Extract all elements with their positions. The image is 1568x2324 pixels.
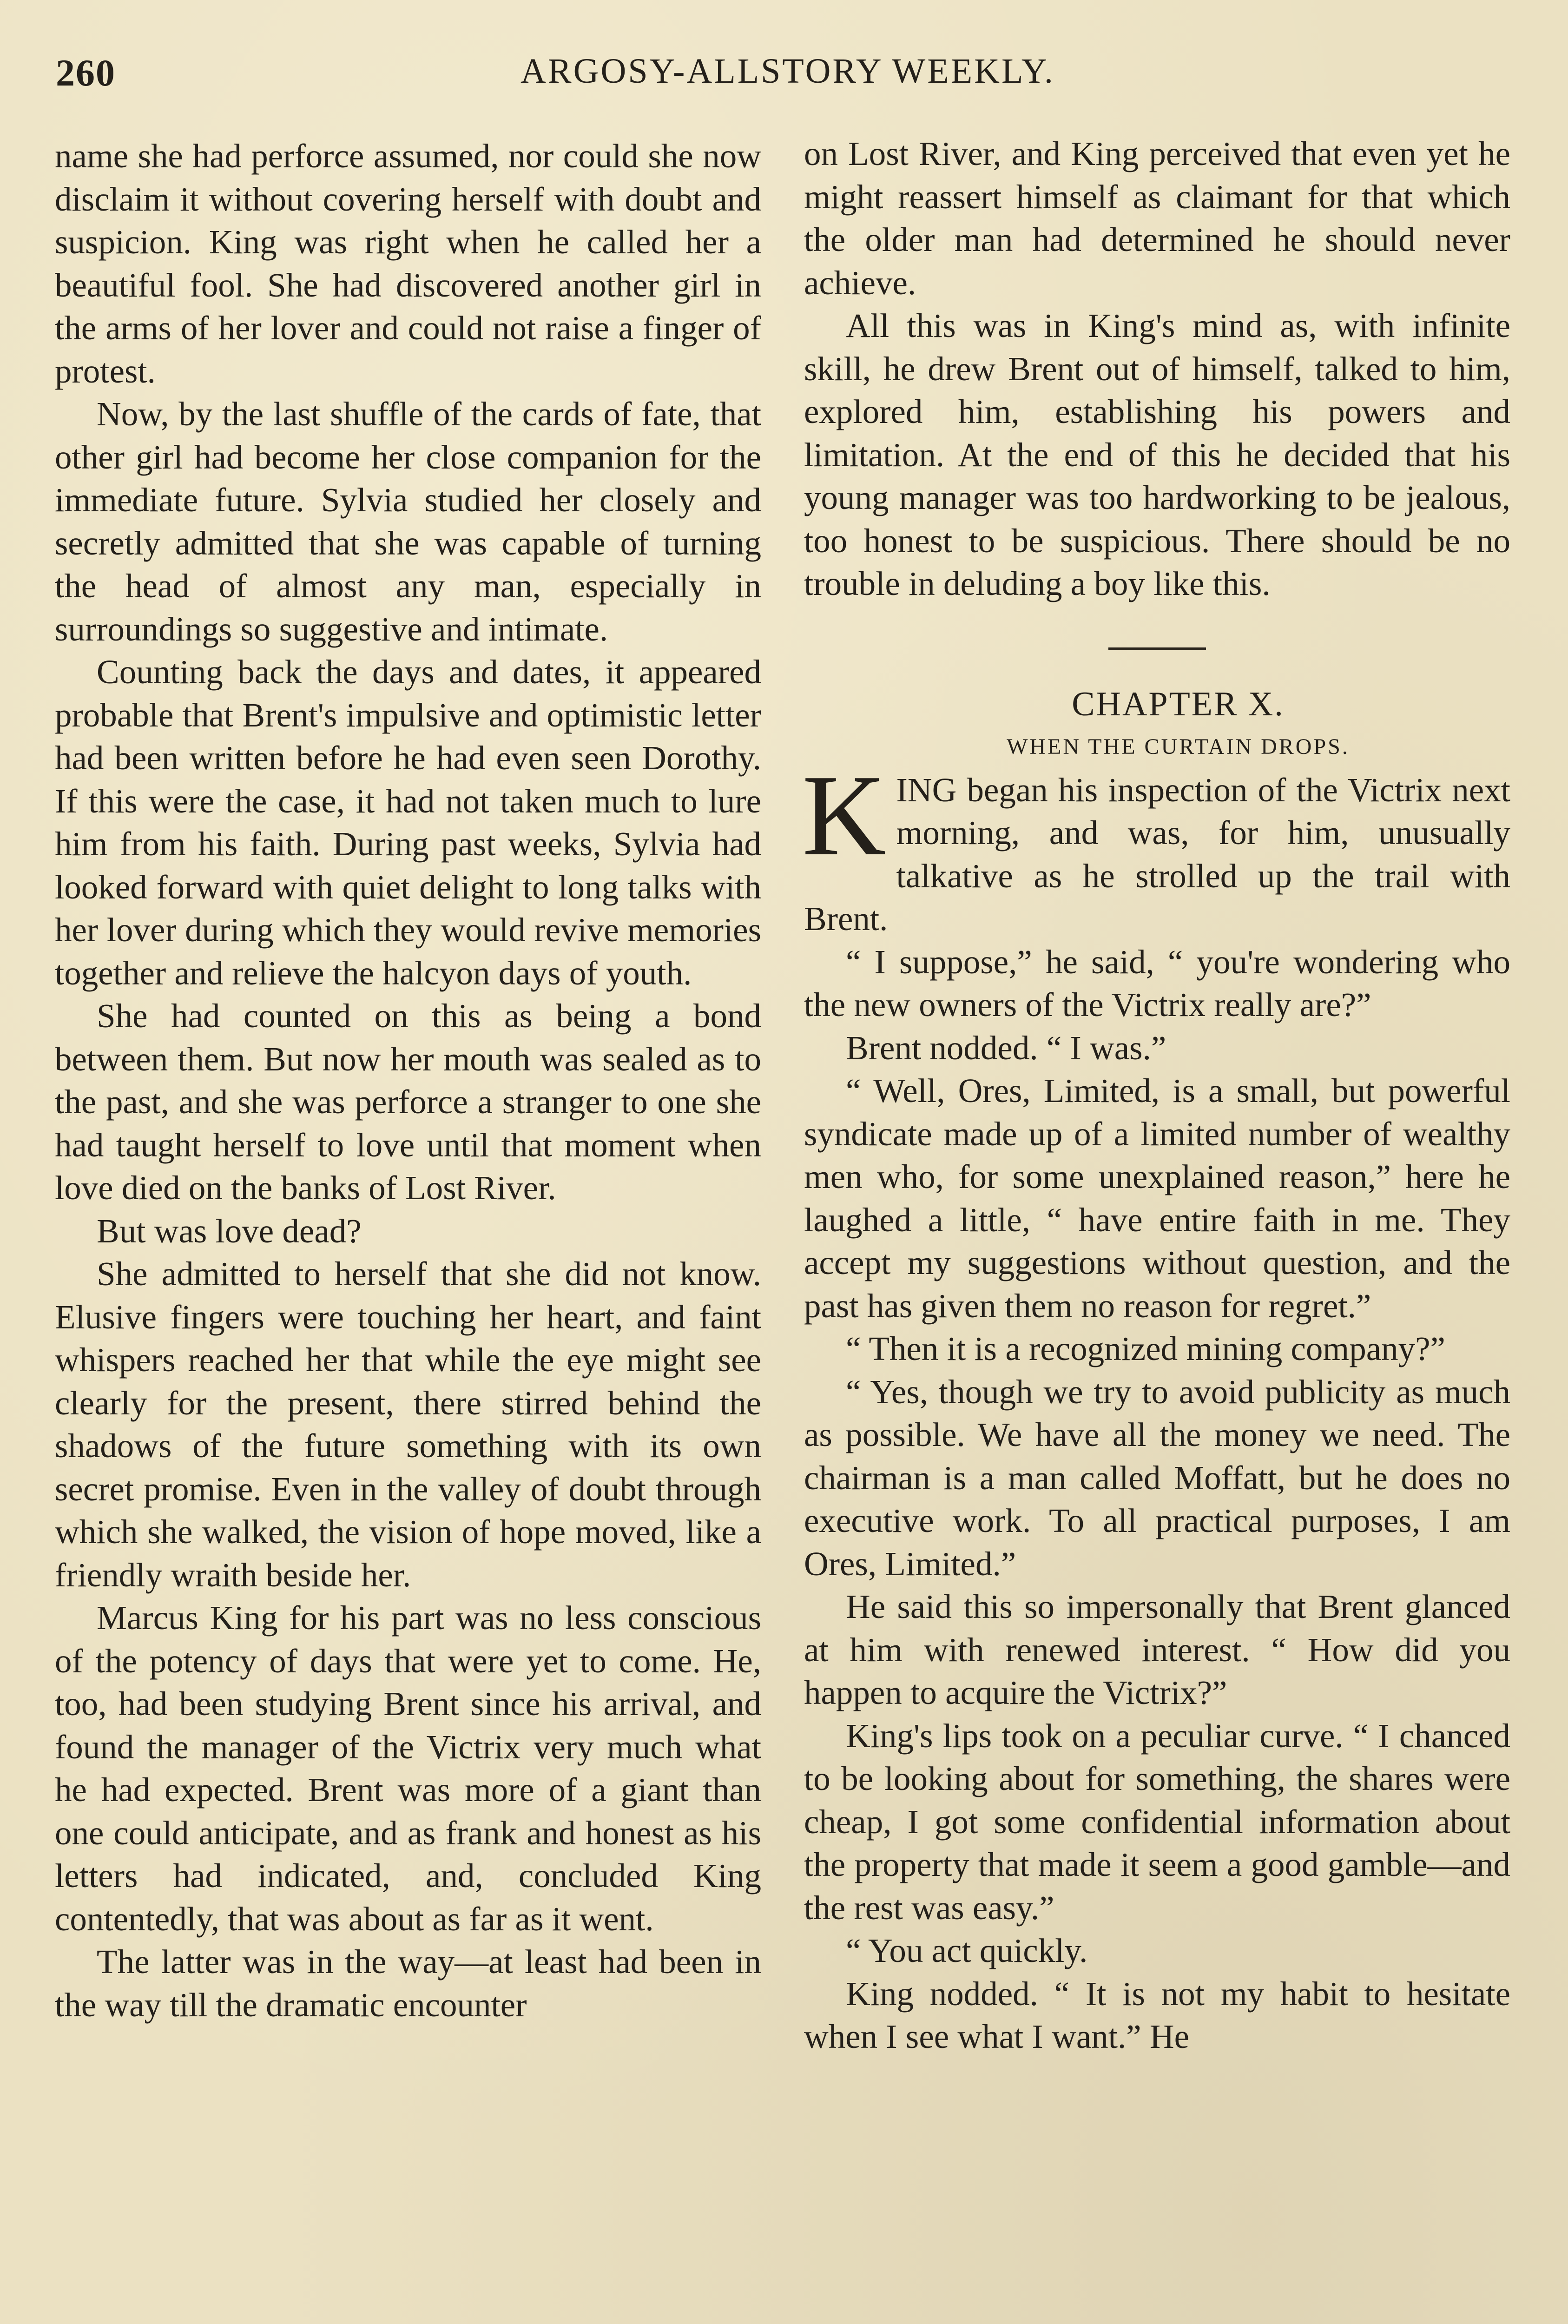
- paragraph: But was love dead?: [97, 1212, 362, 1250]
- page-number: 260: [56, 52, 116, 94]
- chapter-subtitle: WHEN THE CURTAIN DROPS.: [1007, 734, 1350, 759]
- paragraph: She admitted to herself that she did not know. Elusive fingers were touching her heart, and faint whispers reached her that while the eye might see clearly for the present, there stirred behind the shadows of the future something with its own secret promise. Even in the valley of doubt through which she walked, the vision of hope moved, like a friendly wraith beside her.: [55, 1255, 761, 1594]
- paragraph: “ Then it is a recognized mining company?”: [846, 1330, 1445, 1367]
- paragraph: She had counted on this as being a bond between them. But now her mouth was sealed as to the past, and she was perforce a stranger to one she had taught herself to love until that moment when love died on the banks of Lost River.: [55, 997, 761, 1207]
- paragraph: “ Yes, though we try to avoid publicity as much as possible. We have all the money we need. The chairman is a man called Moffatt, but he does no executive work. To all practical purposes, I am Ores, Limited.”: [804, 1373, 1510, 1583]
- drop-cap: K: [802, 751, 886, 880]
- paragraph: “ I suppose,” he said, “ you're wondering who the new owners of the Victrix really are?”: [804, 943, 1510, 1023]
- left-column: [55, 135, 761, 2027]
- paragraph: Now, by the last shuffle of the cards of fate, that other girl had become her close companion for the immediate future. Sylvia studied her closely and secretly admitted that she was capable of turning the head of almost any man, especially in surroundings so suggestive and intimate.: [55, 395, 761, 648]
- paragraph: on Lost River, and King perceived that even yet he might reassert himself as claimant for that which the older man had determined he should never achieve.: [804, 135, 1510, 302]
- section-divider: [1108, 647, 1206, 650]
- paragraph: King's lips took on a peculiar curve. “ I chanced to be looking about for something, the shares were cheap, I got some confidential information about the property that made it seem a good gamble—and the rest was easy.”: [804, 1717, 1510, 1927]
- paragraph: Counting back the days and dates, it appeared probable that Brent's impulsive and optimistic letter had been written before he had even seen Dorothy. If this were the case, it had not taken much to lure him from his faith. During past weeks, Sylvia had looked forward with quiet delight to long talks with her lover during which they would revive memories together and relieve the halcyon days of youth.: [55, 653, 761, 992]
- paragraph: “ You act quickly.: [846, 1932, 1088, 1969]
- chapter-title: CHAPTER X.: [1072, 685, 1285, 723]
- paragraph: All this was in King's mind as, with infinite skill, he drew Brent out of himself, talked to him, explored him, establishing his powers and limitation. At the end of this he decided that his young manager was too hardworking to be jealous, too honest to be suspicious. There should be no trouble in deluding a boy like this.: [804, 307, 1510, 602]
- paragraph: name she had perforce assumed, nor could she now disclaim it without covering herself with doubt and suspicion. King was right when he called her a beautiful fool. She had discovered another girl in the arms of her lover and could not raise a finger of protest.: [55, 137, 761, 390]
- paragraph: Brent nodded. “ I was.”: [846, 1029, 1166, 1067]
- page-header: [56, 51, 1520, 107]
- chapter-opening-paragraph: [802, 751, 1510, 941]
- paragraph: “ Well, Ores, Limited, is a small, but powerful syndicate made up of a limited number of wealthy men who, for some unexplained reason,” here he laughed a little, “ have entire faith in me. They accept my suggestions without question, and the past has given them no reason for regret.”: [804, 1072, 1510, 1325]
- opening-text: ING began his inspection of the Victrix next morning, and was, for him, unusually talkative as he strolled up the trail with Brent.: [804, 771, 1510, 938]
- paragraph: Marcus King for his part was no less conscious of the potency of days that were yet to come. He, too, had been studying Brent since his arrival, and found the manager of the Victrix very much what he had expected. Brent was more of a giant than one could anticipate, and as frank and honest as his letters had indicated, and, concluded King contentedly, that was about as far as it went.: [55, 1599, 761, 1938]
- running-head: ARGOSY-ALLSTORY WEEKLY.: [520, 52, 1055, 91]
- paragraph: He said this so impersonally that Brent glanced at him with renewed interest. “ How did you happen to acquire the Victrix?”: [804, 1588, 1510, 1711]
- paragraph: The latter was in the way—at least had been in the way till the dramatic encounter: [55, 1943, 761, 2024]
- right-column: [804, 132, 1510, 2059]
- paragraph: King nodded. “ It is not my habit to hesitate when I see what I want.” He: [804, 1974, 1510, 2055]
